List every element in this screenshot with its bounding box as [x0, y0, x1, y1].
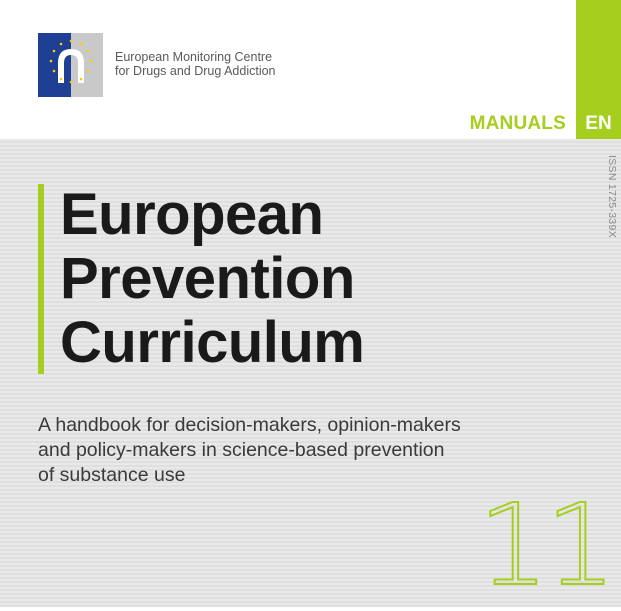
cover-title: [60, 183, 364, 375]
issn-label: ISSN 1725-339X: [606, 155, 618, 239]
subtitle-line1: A handbook for decision-makers, opinion-makers: [38, 414, 461, 436]
language-label: EN: [585, 113, 612, 134]
title-accent-bar: [38, 184, 44, 374]
subtitle-line3: of substance use: [38, 464, 186, 486]
title-line3: Curriculum: [60, 310, 365, 375]
title-line2: Prevention: [60, 246, 355, 311]
cover-header: [0, 0, 621, 139]
series-label: MANUALS: [469, 113, 566, 134]
cover-subtitle: [38, 413, 518, 488]
publisher-name-line1: European Monitoring Centre: [115, 50, 273, 64]
subtitle-line2: and policy-makers in science-based prevention: [38, 439, 445, 461]
emcdda-logo-icon: [38, 33, 103, 97]
volume-number: 11: [478, 481, 613, 611]
publisher-name-line2: for Drugs and Drug Addiction: [115, 64, 276, 78]
title-line1: European: [60, 182, 324, 247]
publisher-name: [115, 50, 276, 78]
